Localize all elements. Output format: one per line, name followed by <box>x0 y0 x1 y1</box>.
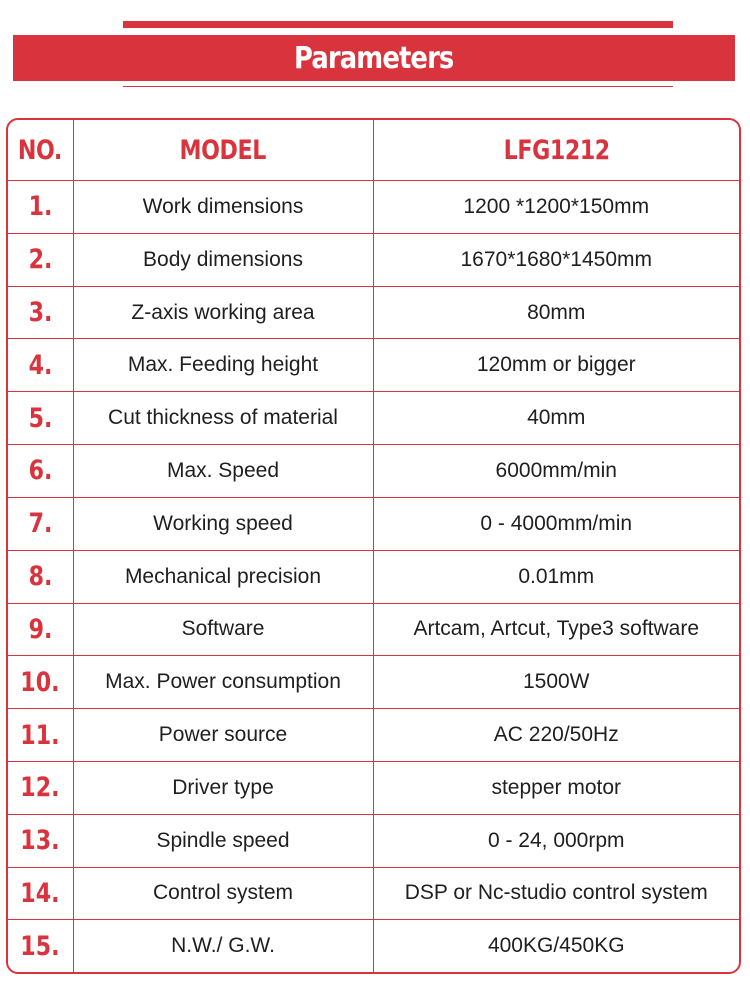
row-number: 7. <box>8 497 73 550</box>
row-parameter-value: Artcam, Artcut, Type3 software <box>373 603 739 656</box>
header-value: LFG1212 <box>373 120 739 181</box>
banner-top-rule <box>123 21 673 28</box>
table-row <box>8 339 739 392</box>
row-parameter-name: Z-axis working area <box>73 286 373 339</box>
row-number: 4. <box>8 339 73 392</box>
row-parameter-name: Driver type <box>73 761 373 814</box>
row-number: 10. <box>8 656 73 709</box>
row-parameter-name: Mechanical precision <box>73 550 373 603</box>
table-row <box>8 603 739 656</box>
table-row <box>8 286 739 339</box>
row-number: 12. <box>8 761 73 814</box>
row-parameter-name: Max. Feeding height <box>73 339 373 392</box>
banner-bottom-rule <box>123 86 673 87</box>
row-parameter-value: 0 - 24, 000rpm <box>373 814 739 867</box>
parameters-banner <box>13 35 735 81</box>
header-no: NO. <box>8 120 73 181</box>
row-parameter-value: AC 220/50Hz <box>373 709 739 762</box>
row-number: 13. <box>8 814 73 867</box>
table-row <box>8 656 739 709</box>
row-parameter-value: 0 - 4000mm/min <box>373 497 739 550</box>
row-parameter-name: Working speed <box>73 497 373 550</box>
row-parameter-value: 1500W <box>373 656 739 709</box>
table-row <box>8 867 739 920</box>
header-model: MODEL <box>73 120 373 181</box>
row-parameter-name: Spindle speed <box>73 814 373 867</box>
table-row <box>8 445 739 498</box>
row-parameter-name: Work dimensions <box>73 181 373 234</box>
row-number: 5. <box>8 392 73 445</box>
row-parameter-value: 40mm <box>373 392 739 445</box>
table-row <box>8 233 739 286</box>
table-row <box>8 392 739 445</box>
row-parameter-name: N.W./ G.W. <box>73 920 373 972</box>
row-parameter-name: Power source <box>73 709 373 762</box>
table-row <box>8 761 739 814</box>
table-row <box>8 814 739 867</box>
row-parameter-value: stepper motor <box>373 761 739 814</box>
table-row <box>8 550 739 603</box>
row-parameter-value: 80mm <box>373 286 739 339</box>
row-number: 15. <box>8 920 73 972</box>
row-number: 9. <box>8 603 73 656</box>
table-row <box>8 181 739 234</box>
row-number: 8. <box>8 550 73 603</box>
row-parameter-name: Max. Speed <box>73 445 373 498</box>
table-header-row <box>8 120 739 181</box>
table-row <box>8 497 739 550</box>
row-number: 3. <box>8 286 73 339</box>
row-parameter-value: DSP or Nc-studio control system <box>373 867 739 920</box>
row-parameter-name: Cut thickness of material <box>73 392 373 445</box>
row-number: 2. <box>8 233 73 286</box>
row-parameter-name: Software <box>73 603 373 656</box>
row-parameter-name: Control system <box>73 867 373 920</box>
row-number: 14. <box>8 867 73 920</box>
row-number: 6. <box>8 445 73 498</box>
row-parameter-value: 0.01mm <box>373 550 739 603</box>
row-parameter-name: Max. Power consumption <box>73 656 373 709</box>
table-row <box>8 920 739 972</box>
banner-title: Parameters <box>294 40 454 76</box>
row-parameter-value: 400KG/450KG <box>487 934 625 958</box>
row-parameter-value: 1670*1680*1450mm <box>373 233 739 286</box>
row-number: 11. <box>8 709 73 762</box>
row-parameter-value: 6000mm/min <box>373 445 739 498</box>
table-row <box>8 709 739 762</box>
parameters-table <box>8 120 739 972</box>
row-number: 1. <box>8 181 73 234</box>
row-parameter-name: Body dimensions <box>73 233 373 286</box>
parameters-table-frame <box>6 118 741 974</box>
row-parameter-value: 120mm or bigger <box>373 339 739 392</box>
row-parameter-value: 1200 *1200*150mm <box>373 181 739 234</box>
